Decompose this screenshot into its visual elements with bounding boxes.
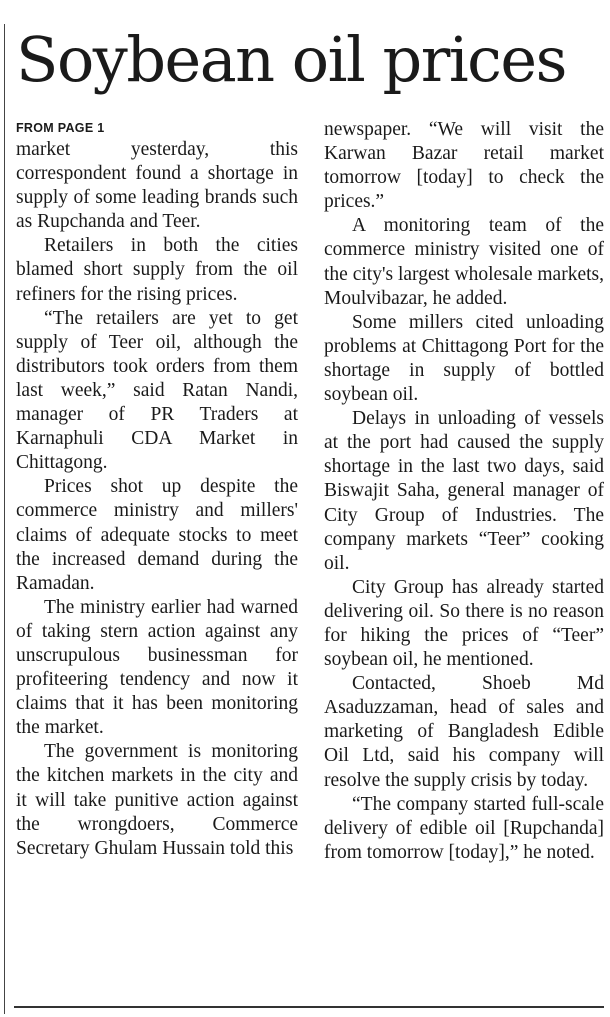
- paragraph: Prices shot up despite the commerce ministry and millers' claims of adequate stocks to meet the increased demand during the Ramadan.: [16, 476, 298, 594]
- paragraph: Some millers cited unloading problems at Chittagong Port for the shortage in supply of bottled soybean oil.: [324, 311, 604, 406]
- paragraph: The ministry earlier had warned of taking stern action against any unscrupulous businessman for profiteering tendency and now it claims that it has been monitoring the market.: [16, 596, 298, 739]
- paragraph: City Group has already started delivering oil. So there is no reason for hiking the prices of “Teer” soybean oil, he mentioned.: [324, 576, 604, 671]
- paragraph: Contacted, Shoeb Md Asaduzzaman, head of sales and marketing of Bangladesh Edible Oil Ltd, said his company will resolve the supply crisis by today.: [324, 673, 604, 791]
- paragraph: newspaper. “We will visit the Karwan Bazar retail market tomorrow [today] to check the prices.”: [324, 119, 604, 213]
- headline: Soybean oil prices: [16, 23, 566, 96]
- paragraph: “The retailers are yet to get supply of Teer oil, although the distributors took orders from them last week,” said Ratan Nandi, manager of PR Traders at Karnaphuli CDA Market in Chittagong.: [16, 307, 298, 474]
- continuation-kicker: FROM PAGE 1: [16, 121, 105, 135]
- column-rule-left: [4, 24, 5, 1014]
- paragraph: Delays in unloading of vessels at the port had caused the supply shortage in the last two days, said Biswajit Saha, general manager of City Group of Industries. The company markets “Teer” cooking oil.: [324, 408, 604, 574]
- paragraph: “The company started full-scale delivery of edible oil [Rupchanda] from tomorrow [today],” he noted.: [324, 793, 604, 863]
- paragraph: A monitoring team of the commerce ministry visited one of the city's largest wholesale markets, Moulvibazar, he added.: [324, 215, 604, 309]
- article-column-right: [324, 118, 604, 865]
- paragraph: Retailers in both the cities blamed short supply from the oil refiners for the rising prices.: [16, 235, 298, 305]
- article-column-left: [16, 118, 298, 861]
- bottom-rule: [14, 1006, 604, 1008]
- paragraph: market yesterday, this correspondent found a shortage in supply of some leading brands such as Rupchanda and Teer.: [16, 139, 298, 233]
- paragraph: The government is monitoring the kitchen markets in the city and it will take punitive action against the wrongdoers, Commerce Secretary Ghulam Hussain told this: [16, 741, 298, 859]
